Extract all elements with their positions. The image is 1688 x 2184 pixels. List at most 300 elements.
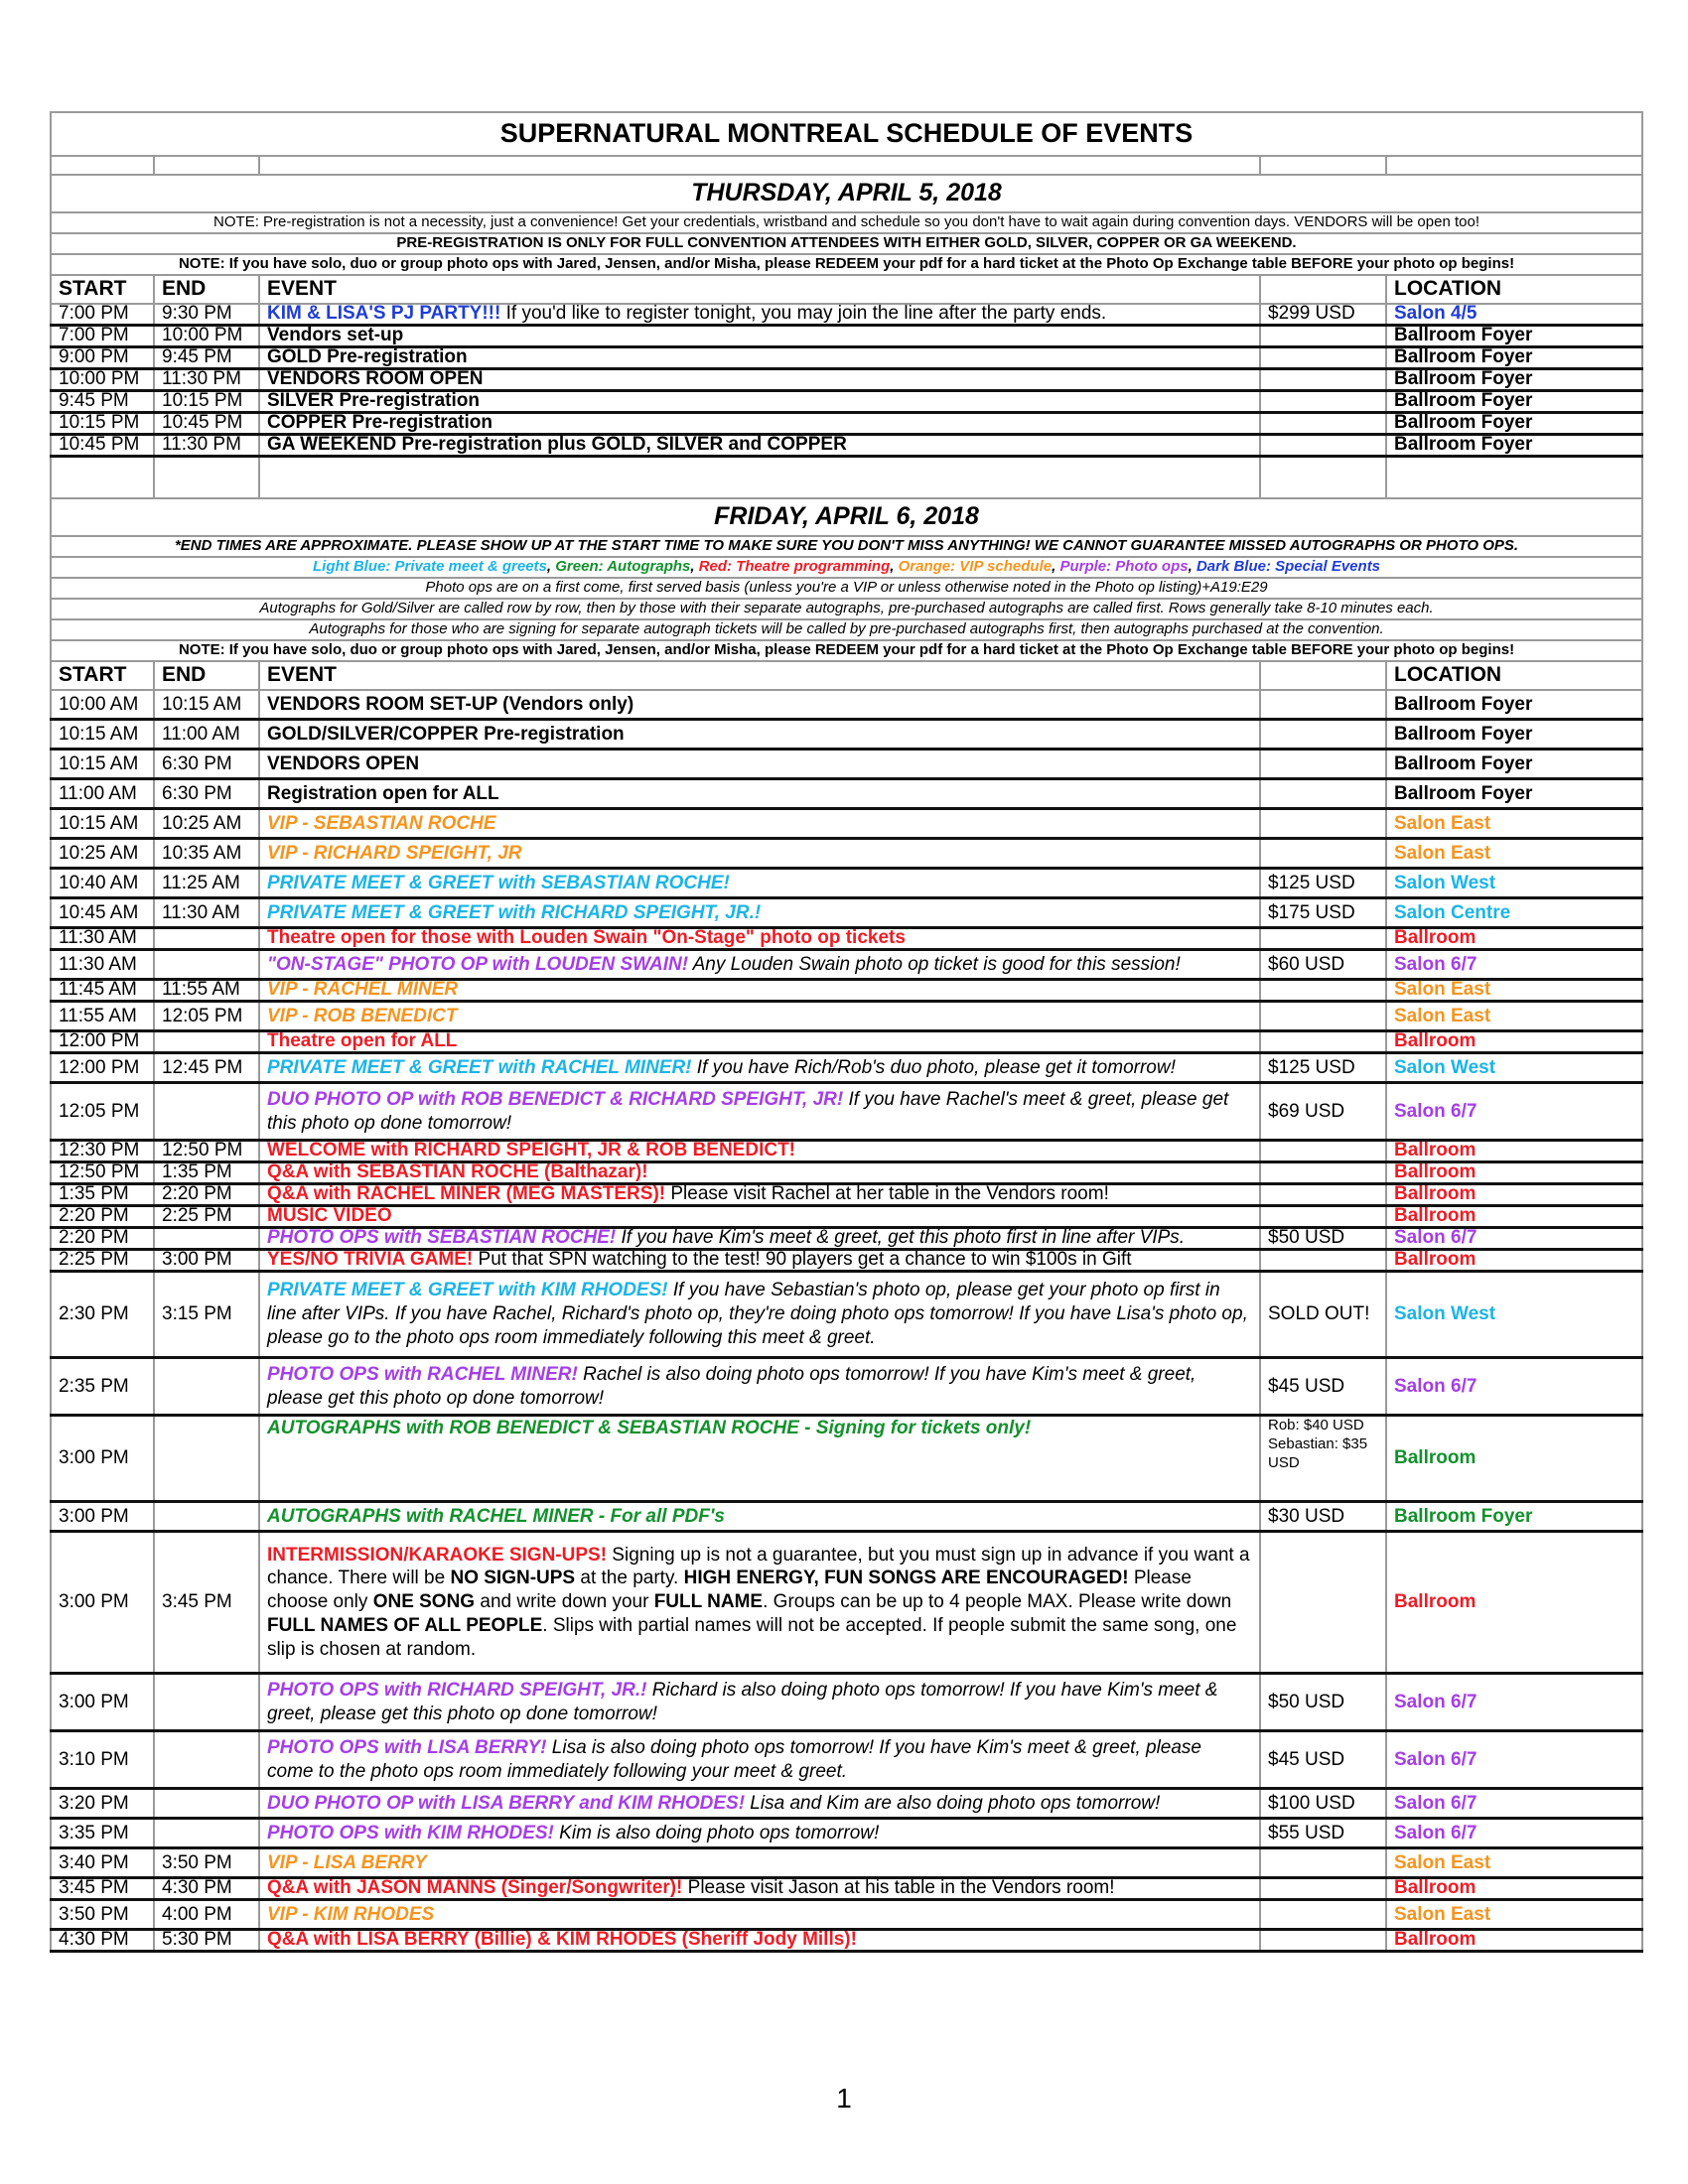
event-cell-content bbox=[267, 1056, 1252, 1080]
friday-event-row bbox=[51, 869, 1642, 898]
event-title: "ON-STAGE" PHOTO OP with LOUDEN SWAIN! bbox=[267, 953, 689, 975]
start-time-content: 2:20 PM bbox=[59, 1207, 129, 1226]
start-time bbox=[51, 869, 154, 898]
event-title: GOLD Pre-registration bbox=[267, 348, 468, 367]
price-text bbox=[1268, 392, 1378, 411]
event-title: VENDORS ROOM OPEN bbox=[267, 370, 484, 389]
friday-event-row bbox=[51, 779, 1642, 809]
start-time bbox=[51, 1031, 154, 1053]
end-time bbox=[154, 1674, 259, 1731]
location-cell-content: Ballroom bbox=[1394, 1591, 1477, 1613]
end-time bbox=[154, 1162, 259, 1184]
event-description: Kim is also doing photo ops tomorrow! bbox=[553, 1822, 880, 1843]
price-cell bbox=[1260, 690, 1386, 720]
event-title: AUTOGRAPHS with RACHEL MINER bbox=[267, 1505, 594, 1527]
end-time-content bbox=[162, 1032, 251, 1051]
friday-note-row bbox=[51, 536, 1642, 557]
event-description: Any Louden Swain photo op ticket is good for this session! bbox=[688, 953, 1181, 975]
friday-heading: FRIDAY, APRIL 6, 2018 bbox=[51, 498, 1642, 536]
event-cell-content bbox=[267, 1185, 1252, 1204]
location-cell bbox=[1386, 391, 1642, 413]
price-cell-content: SOLD OUT! bbox=[1268, 1303, 1370, 1325]
location-text: Ballroom Foyer bbox=[1394, 392, 1533, 411]
event-text bbox=[267, 370, 1252, 389]
location-cell bbox=[1386, 720, 1642, 750]
friday-event-row bbox=[51, 1083, 1642, 1141]
price-cell-content: Rob: $40 USD Sebastian: $35 USD bbox=[1268, 1417, 1368, 1471]
event-cell-content bbox=[267, 1822, 1252, 1845]
end-time-content: 6:30 PM bbox=[162, 752, 232, 774]
legend-separator: , bbox=[546, 558, 556, 576]
event-cell-content bbox=[267, 953, 1252, 977]
location-cell bbox=[1386, 1031, 1642, 1053]
start-time bbox=[51, 1731, 154, 1789]
start-time-text: 7:00 PM bbox=[59, 305, 129, 324]
price-text bbox=[1268, 370, 1378, 389]
price-cell bbox=[1260, 980, 1386, 1002]
friday-event-row bbox=[51, 1502, 1642, 1532]
location-cell-content: Ballroom Foyer bbox=[1394, 752, 1533, 774]
event-description: Please visit Rachel at her table in the Vendors room! bbox=[665, 1185, 1109, 1204]
end-time-text: 10:00 PM bbox=[162, 327, 243, 345]
thursday-event-row bbox=[51, 347, 1642, 369]
start-time-content: 3:00 PM bbox=[59, 1447, 129, 1469]
location-cell bbox=[1386, 1878, 1642, 1900]
price-cell bbox=[1260, 413, 1386, 435]
event-description: Put that SPN watching to the test! 90 players get a chance to win $100s in Gift bbox=[473, 1251, 1132, 1270]
friday-event-row bbox=[51, 1358, 1642, 1416]
event-title: PHOTO OPS with SEBASTIAN ROCHE! bbox=[267, 1229, 617, 1248]
price-cell bbox=[1260, 1848, 1386, 1878]
event-cell bbox=[259, 1228, 1260, 1250]
location-cell bbox=[1386, 1502, 1642, 1532]
price-cell bbox=[1260, 1141, 1386, 1162]
end-time-text: 11:30 PM bbox=[162, 370, 241, 389]
thursday-note-row bbox=[51, 212, 1642, 233]
start-time bbox=[51, 1789, 154, 1819]
location-cell bbox=[1386, 1053, 1642, 1083]
price-cell-content: $125 USD bbox=[1268, 1056, 1355, 1078]
thursday-note-preregistration: NOTE: Pre-registration is not a necessity, just a convenience! Get your credentials, wristband and schedule so you don't have to wait again during convention days. VENDORS will be open too! bbox=[51, 212, 1642, 233]
start-time-content: 2:35 PM bbox=[59, 1375, 129, 1397]
event-title: KIM & LISA'S PJ PARTY!!! bbox=[267, 305, 501, 324]
event-title: VIP - SEBASTIAN ROCHE bbox=[267, 812, 496, 834]
event-cell-content bbox=[267, 1229, 1252, 1248]
end-time bbox=[154, 1206, 259, 1228]
event-cell-content bbox=[267, 1279, 1252, 1349]
karaoke-instructions: and write down your bbox=[475, 1591, 654, 1613]
start-time bbox=[51, 898, 154, 928]
location-cell-content: Salon 6/7 bbox=[1394, 1100, 1477, 1122]
start-time-text: 10:15 PM bbox=[59, 414, 140, 433]
start-time-content: 10:00 AM bbox=[59, 693, 139, 715]
location-cell-content: Ballroom bbox=[1394, 1163, 1477, 1182]
event-cell bbox=[259, 347, 1260, 369]
event-title: PHOTO OPS with RICHARD SPEIGHT, JR.! bbox=[267, 1679, 647, 1701]
event-title: VIP - KIM RHODES bbox=[267, 1903, 435, 1925]
friday-note-row bbox=[51, 619, 1642, 640]
end-time bbox=[154, 869, 259, 898]
price-cell bbox=[1260, 869, 1386, 898]
location-cell bbox=[1386, 1162, 1642, 1184]
event-cell-content bbox=[267, 1679, 1252, 1726]
price-cell bbox=[1260, 1819, 1386, 1848]
event-cell-content bbox=[267, 1207, 1252, 1226]
event-cell bbox=[259, 1502, 1260, 1532]
event-cell-content bbox=[267, 842, 1252, 866]
end-time bbox=[154, 1532, 259, 1674]
location-cell bbox=[1386, 326, 1642, 347]
end-time-content: 3:45 PM bbox=[162, 1591, 232, 1613]
end-time-content: 2:20 PM bbox=[162, 1185, 232, 1204]
end-time-content: 5:30 PM bbox=[162, 1931, 232, 1950]
start-time bbox=[51, 928, 154, 950]
location-cell bbox=[1386, 1083, 1642, 1141]
event-cell-content bbox=[267, 782, 1252, 806]
price-cell bbox=[1260, 1358, 1386, 1416]
header-location: LOCATION bbox=[1386, 661, 1642, 690]
start-time-content: 12:50 PM bbox=[59, 1163, 140, 1182]
start-time bbox=[51, 809, 154, 839]
start-time-content: 10:15 AM bbox=[59, 752, 139, 774]
price-cell bbox=[1260, 1272, 1386, 1358]
event-title: PRIVATE MEET & GREET with KIM RHODES! bbox=[267, 1280, 668, 1301]
price-cell bbox=[1260, 1532, 1386, 1674]
header-price bbox=[1260, 661, 1386, 690]
location-cell bbox=[1386, 750, 1642, 779]
friday-note-approximate: *END TIMES ARE APPROXIMATE. PLEASE SHOW UP AT THE START TIME TO MAKE SURE YOU DON'T MISS ANYTHING! WE CANNOT GUARANTEE MISSED AUTOGRAPHS OR PHOTO OPS. bbox=[51, 536, 1642, 557]
end-time bbox=[154, 1930, 259, 1952]
thursday-note-row bbox=[51, 254, 1642, 275]
end-time-text: 10:15 PM bbox=[162, 392, 243, 411]
event-cell bbox=[259, 1789, 1260, 1819]
event-cell-content bbox=[267, 1544, 1252, 1662]
event-cell bbox=[259, 1674, 1260, 1731]
schedule-sheet bbox=[50, 111, 1641, 1953]
end-time-content bbox=[162, 929, 251, 948]
friday-event-row bbox=[51, 1250, 1642, 1272]
price-cell-content bbox=[1268, 1879, 1378, 1898]
thursday-event-row bbox=[51, 326, 1642, 347]
legend-item: Purple: Photo ops bbox=[1059, 558, 1189, 576]
location-cell bbox=[1386, 413, 1642, 435]
friday-event-row bbox=[51, 809, 1642, 839]
end-time-content: 4:30 PM bbox=[162, 1879, 232, 1898]
start-time bbox=[51, 690, 154, 720]
end-time-content: 12:50 PM bbox=[162, 1142, 243, 1160]
start-time-content: 3:35 PM bbox=[59, 1822, 129, 1843]
event-cell bbox=[259, 435, 1260, 457]
event-cell-content bbox=[267, 1363, 1252, 1411]
friday-event-row bbox=[51, 839, 1642, 869]
start-time bbox=[51, 1930, 154, 1952]
start-time-text: 7:00 PM bbox=[59, 327, 129, 345]
location-cell-content: Salon East bbox=[1394, 981, 1491, 1000]
event-cell bbox=[259, 1250, 1260, 1272]
start-time-content: 3:00 PM bbox=[59, 1691, 129, 1712]
start-time-content: 11:00 AM bbox=[59, 782, 137, 804]
start-time bbox=[51, 391, 154, 413]
end-time bbox=[154, 1228, 259, 1250]
start-time bbox=[51, 1206, 154, 1228]
price-cell bbox=[1260, 1502, 1386, 1532]
start-time bbox=[51, 1819, 154, 1848]
location-cell-content: Ballroom bbox=[1394, 1142, 1477, 1160]
event-cell bbox=[259, 1358, 1260, 1416]
event-title: Theatre open for those with Louden Swain "On-Stage" photo op tickets bbox=[267, 929, 906, 948]
end-time bbox=[154, 928, 259, 950]
karaoke-instructions: . Groups can be up to 4 people MAX. Please write down bbox=[763, 1591, 1232, 1613]
friday-event-row bbox=[51, 1532, 1642, 1674]
color-legend bbox=[51, 557, 1642, 578]
start-time bbox=[51, 1674, 154, 1731]
event-cell-content bbox=[267, 929, 1252, 948]
price-cell bbox=[1260, 347, 1386, 369]
end-time-content: 3:15 PM bbox=[162, 1303, 232, 1325]
location-cell bbox=[1386, 779, 1642, 809]
price-cell-content bbox=[1268, 1032, 1378, 1051]
event-cell bbox=[259, 1162, 1260, 1184]
friday-note-row bbox=[51, 640, 1642, 661]
header-end: END bbox=[154, 661, 259, 690]
event-cell bbox=[259, 809, 1260, 839]
event-cell bbox=[259, 1532, 1260, 1674]
price-cell bbox=[1260, 435, 1386, 457]
end-time-content: 1:35 PM bbox=[162, 1163, 232, 1182]
start-time-content: 3:40 PM bbox=[59, 1851, 129, 1873]
start-time-content: 10:45 AM bbox=[59, 901, 139, 923]
friday-note-autographs-gold: Autographs for Gold/Silver are called row by row, then by those with their separate autographs, pre-purchased autographs are called first. Rows generally take 8-10 minutes each. bbox=[51, 599, 1642, 619]
karaoke-instructions: . Slips with partial names will not be accepted. If people submit the same song, one slip is chosen at random. bbox=[267, 1614, 1237, 1660]
location-cell bbox=[1386, 347, 1642, 369]
price-cell-content bbox=[1268, 981, 1378, 1000]
location-cell bbox=[1386, 1184, 1642, 1206]
end-time bbox=[154, 1731, 259, 1789]
location-cell bbox=[1386, 898, 1642, 928]
end-time bbox=[154, 304, 259, 326]
thursday-column-header-row bbox=[51, 275, 1642, 304]
event-cell-content bbox=[267, 1792, 1252, 1816]
price-text: $299 USD bbox=[1268, 305, 1355, 324]
end-time bbox=[154, 1002, 259, 1031]
event-cell bbox=[259, 1184, 1260, 1206]
start-time-content: 12:30 PM bbox=[59, 1142, 140, 1160]
friday-event-row bbox=[51, 1878, 1642, 1900]
end-time-text: 11:30 PM bbox=[162, 436, 241, 455]
location-cell bbox=[1386, 839, 1642, 869]
start-time-content: 11:45 AM bbox=[59, 981, 137, 1000]
location-cell-content: Salon 6/7 bbox=[1394, 1822, 1477, 1843]
price-cell bbox=[1260, 1184, 1386, 1206]
location-cell-content: Salon East bbox=[1394, 1005, 1491, 1026]
event-title: YES/NO TRIVIA GAME! bbox=[267, 1251, 474, 1270]
price-cell bbox=[1260, 928, 1386, 950]
price-cell bbox=[1260, 950, 1386, 980]
thursday-note-photo-exchange: NOTE: If you have solo, duo or group photo ops with Jared, Jensen, and/or Misha, please REDEEM your pdf for a hard ticket at the Photo Op Exchange table BEFORE your photo op begins! bbox=[51, 254, 1642, 275]
event-title: DUO PHOTO OP with ROB BENEDICT & RICHARD SPEIGHT, JR! bbox=[267, 1088, 844, 1110]
legend-separator: , bbox=[890, 558, 899, 576]
event-title: VENDORS ROOM SET-UP (Vendors only) bbox=[267, 693, 634, 715]
start-time bbox=[51, 750, 154, 779]
event-title: Q&A with LISA BERRY (Billie) & KIM RHODES (Sheriff Jody Mills)! bbox=[267, 1931, 857, 1950]
end-time bbox=[154, 690, 259, 720]
end-time-content: 10:25 AM bbox=[162, 812, 242, 834]
price-cell bbox=[1260, 809, 1386, 839]
start-time-text: 10:00 PM bbox=[59, 370, 140, 389]
header-start: START bbox=[51, 661, 154, 690]
event-cell-content bbox=[267, 981, 1252, 1000]
event-cell bbox=[259, 1900, 1260, 1930]
start-time bbox=[51, 1532, 154, 1674]
event-cell bbox=[259, 1848, 1260, 1878]
location-cell-content: Salon East bbox=[1394, 1851, 1491, 1873]
start-time-content: 10:40 AM bbox=[59, 872, 139, 893]
event-cell-content bbox=[267, 1736, 1252, 1784]
location-cell-content: Salon 6/7 bbox=[1394, 1792, 1477, 1814]
karaoke-instructions: FULL NAME bbox=[653, 1591, 764, 1613]
event-title: AUTOGRAPHS with ROB BENEDICT & SEBASTIAN ROCHE - Signing for tickets only! bbox=[267, 1418, 1032, 1438]
start-time-content: 3:00 PM bbox=[59, 1505, 129, 1527]
event-cell bbox=[259, 928, 1260, 950]
start-time-content: 12:00 PM bbox=[59, 1032, 140, 1051]
event-cell bbox=[259, 950, 1260, 980]
start-time-content: 11:30 AM bbox=[59, 953, 137, 975]
location-cell-content: Salon West bbox=[1394, 872, 1496, 893]
event-description: If you have Kim's meet & greet, get this photo first in line after VIPs. bbox=[616, 1229, 1186, 1248]
friday-column-header-row bbox=[51, 661, 1642, 690]
end-time bbox=[154, 720, 259, 750]
event-title: GA WEEKEND Pre-registration plus GOLD, SILVER and COPPER bbox=[267, 436, 847, 455]
start-time bbox=[51, 1502, 154, 1532]
end-time bbox=[154, 1878, 259, 1900]
event-title: PHOTO OPS with KIM RHODES! bbox=[267, 1822, 554, 1843]
start-time bbox=[51, 369, 154, 391]
price-cell bbox=[1260, 1002, 1386, 1031]
price-cell-content bbox=[1268, 1931, 1378, 1950]
start-time-content: 3:50 PM bbox=[59, 1903, 129, 1925]
friday-event-row bbox=[51, 1819, 1642, 1848]
end-time-text: 9:45 PM bbox=[162, 348, 232, 367]
start-time-text: 9:00 PM bbox=[59, 348, 129, 367]
header-event: EVENT bbox=[259, 275, 1260, 304]
end-time-content: 10:15 AM bbox=[162, 693, 242, 715]
end-time bbox=[154, 435, 259, 457]
legend-item: Light Blue: Private meet & greets bbox=[313, 558, 547, 576]
event-description: If you have Sebastian's photo op, please get your photo op first in line after VIPs. If you have Rachel, Richard's photo op, they're doing photo ops tomorrow! If you have Lisa's photo op, please go to the photo ops room immediately following this meet & greet. bbox=[267, 1280, 1248, 1348]
location-cell bbox=[1386, 435, 1642, 457]
friday-event-row bbox=[51, 750, 1642, 779]
end-time-content: 12:45 PM bbox=[162, 1056, 243, 1078]
event-title: PHOTO OPS with RACHEL MINER! bbox=[267, 1363, 578, 1385]
start-time bbox=[51, 1272, 154, 1358]
price-cell bbox=[1260, 304, 1386, 326]
start-time bbox=[51, 1250, 154, 1272]
thursday-heading-row bbox=[51, 175, 1642, 212]
location-cell bbox=[1386, 1228, 1642, 1250]
legend-separator: , bbox=[1052, 558, 1060, 576]
location-cell-content: Ballroom bbox=[1394, 1032, 1477, 1051]
event-cell bbox=[259, 869, 1260, 898]
price-cell bbox=[1260, 1083, 1386, 1141]
start-time bbox=[51, 779, 154, 809]
location-cell bbox=[1386, 369, 1642, 391]
event-title: Theatre open for ALL bbox=[267, 1032, 458, 1051]
price-cell bbox=[1260, 898, 1386, 928]
end-time bbox=[154, 326, 259, 347]
location-text: Ballroom Foyer bbox=[1394, 327, 1533, 345]
friday-legend-row bbox=[51, 557, 1642, 578]
legend-separator: , bbox=[690, 558, 699, 576]
price-cell-content: $45 USD bbox=[1268, 1748, 1345, 1770]
karaoke-instructions: ONE SONG bbox=[372, 1591, 476, 1613]
price-cell-content: $100 USD bbox=[1268, 1792, 1355, 1814]
legend-item: Orange: VIP schedule bbox=[898, 558, 1053, 576]
event-cell bbox=[259, 1206, 1260, 1228]
event-description: Rachel is also doing photo ops tomorrow! If you have Kim's meet & greet, please get this photo op done tomorrow! bbox=[267, 1363, 1196, 1409]
start-time bbox=[51, 326, 154, 347]
location-cell-content: Salon 6/7 bbox=[1394, 1748, 1477, 1770]
karaoke-instructions: Please choose only bbox=[267, 1568, 1192, 1613]
event-title: Registration open for ALL bbox=[267, 782, 499, 804]
start-time-content: 11:55 AM bbox=[59, 1005, 137, 1026]
event-title: VIP - RACHEL MINER bbox=[267, 981, 459, 1000]
location-cell bbox=[1386, 869, 1642, 898]
end-time bbox=[154, 1083, 259, 1141]
start-time-content: 2:30 PM bbox=[59, 1303, 129, 1325]
friday-event-row bbox=[51, 1272, 1642, 1358]
friday-event-row bbox=[51, 980, 1642, 1002]
event-title: PRIVATE MEET & GREET with RACHEL MINER! bbox=[267, 1056, 692, 1078]
end-time bbox=[154, 1031, 259, 1053]
friday-event-row bbox=[51, 1031, 1642, 1053]
start-time bbox=[51, 347, 154, 369]
start-time bbox=[51, 1416, 154, 1502]
location-cell bbox=[1386, 1416, 1642, 1502]
end-time-content: 11:30 AM bbox=[162, 901, 240, 923]
price-cell bbox=[1260, 720, 1386, 750]
event-cell bbox=[259, 1083, 1260, 1141]
event-title: MUSIC VIDEO bbox=[267, 1207, 392, 1226]
location-cell bbox=[1386, 1930, 1642, 1952]
header-event: EVENT bbox=[259, 661, 1260, 690]
start-time-content: 4:30 PM bbox=[59, 1931, 129, 1950]
friday-event-row bbox=[51, 720, 1642, 750]
event-description: If you have Rich/Rob's duo photo, please get it tomorrow! bbox=[691, 1056, 1176, 1078]
event-title: PHOTO OPS with LISA BERRY! bbox=[267, 1736, 547, 1758]
start-time bbox=[51, 720, 154, 750]
end-time-text: 10:45 PM bbox=[162, 414, 243, 433]
event-text bbox=[267, 305, 1252, 324]
start-time-content: 12:05 PM bbox=[59, 1100, 140, 1122]
end-time-content: 12:05 PM bbox=[162, 1005, 243, 1026]
start-time-content: 3:45 PM bbox=[59, 1879, 129, 1898]
location-cell-content: Ballroom Foyer bbox=[1394, 782, 1533, 804]
location-text: Ballroom Foyer bbox=[1394, 370, 1533, 389]
location-cell-content: Ballroom Foyer bbox=[1394, 1505, 1533, 1527]
event-text bbox=[267, 414, 1252, 433]
end-time bbox=[154, 1416, 259, 1502]
end-time bbox=[154, 1053, 259, 1083]
price-cell bbox=[1260, 1031, 1386, 1053]
event-title: VENDORS OPEN bbox=[267, 752, 420, 774]
event-cell-content bbox=[267, 1005, 1252, 1028]
friday-event-row bbox=[51, 1848, 1642, 1878]
event-cell-content bbox=[267, 1163, 1252, 1182]
location-text: Ballroom Foyer bbox=[1394, 414, 1533, 433]
start-time bbox=[51, 413, 154, 435]
friday-event-row bbox=[51, 1184, 1642, 1206]
friday-heading-row bbox=[51, 498, 1642, 536]
